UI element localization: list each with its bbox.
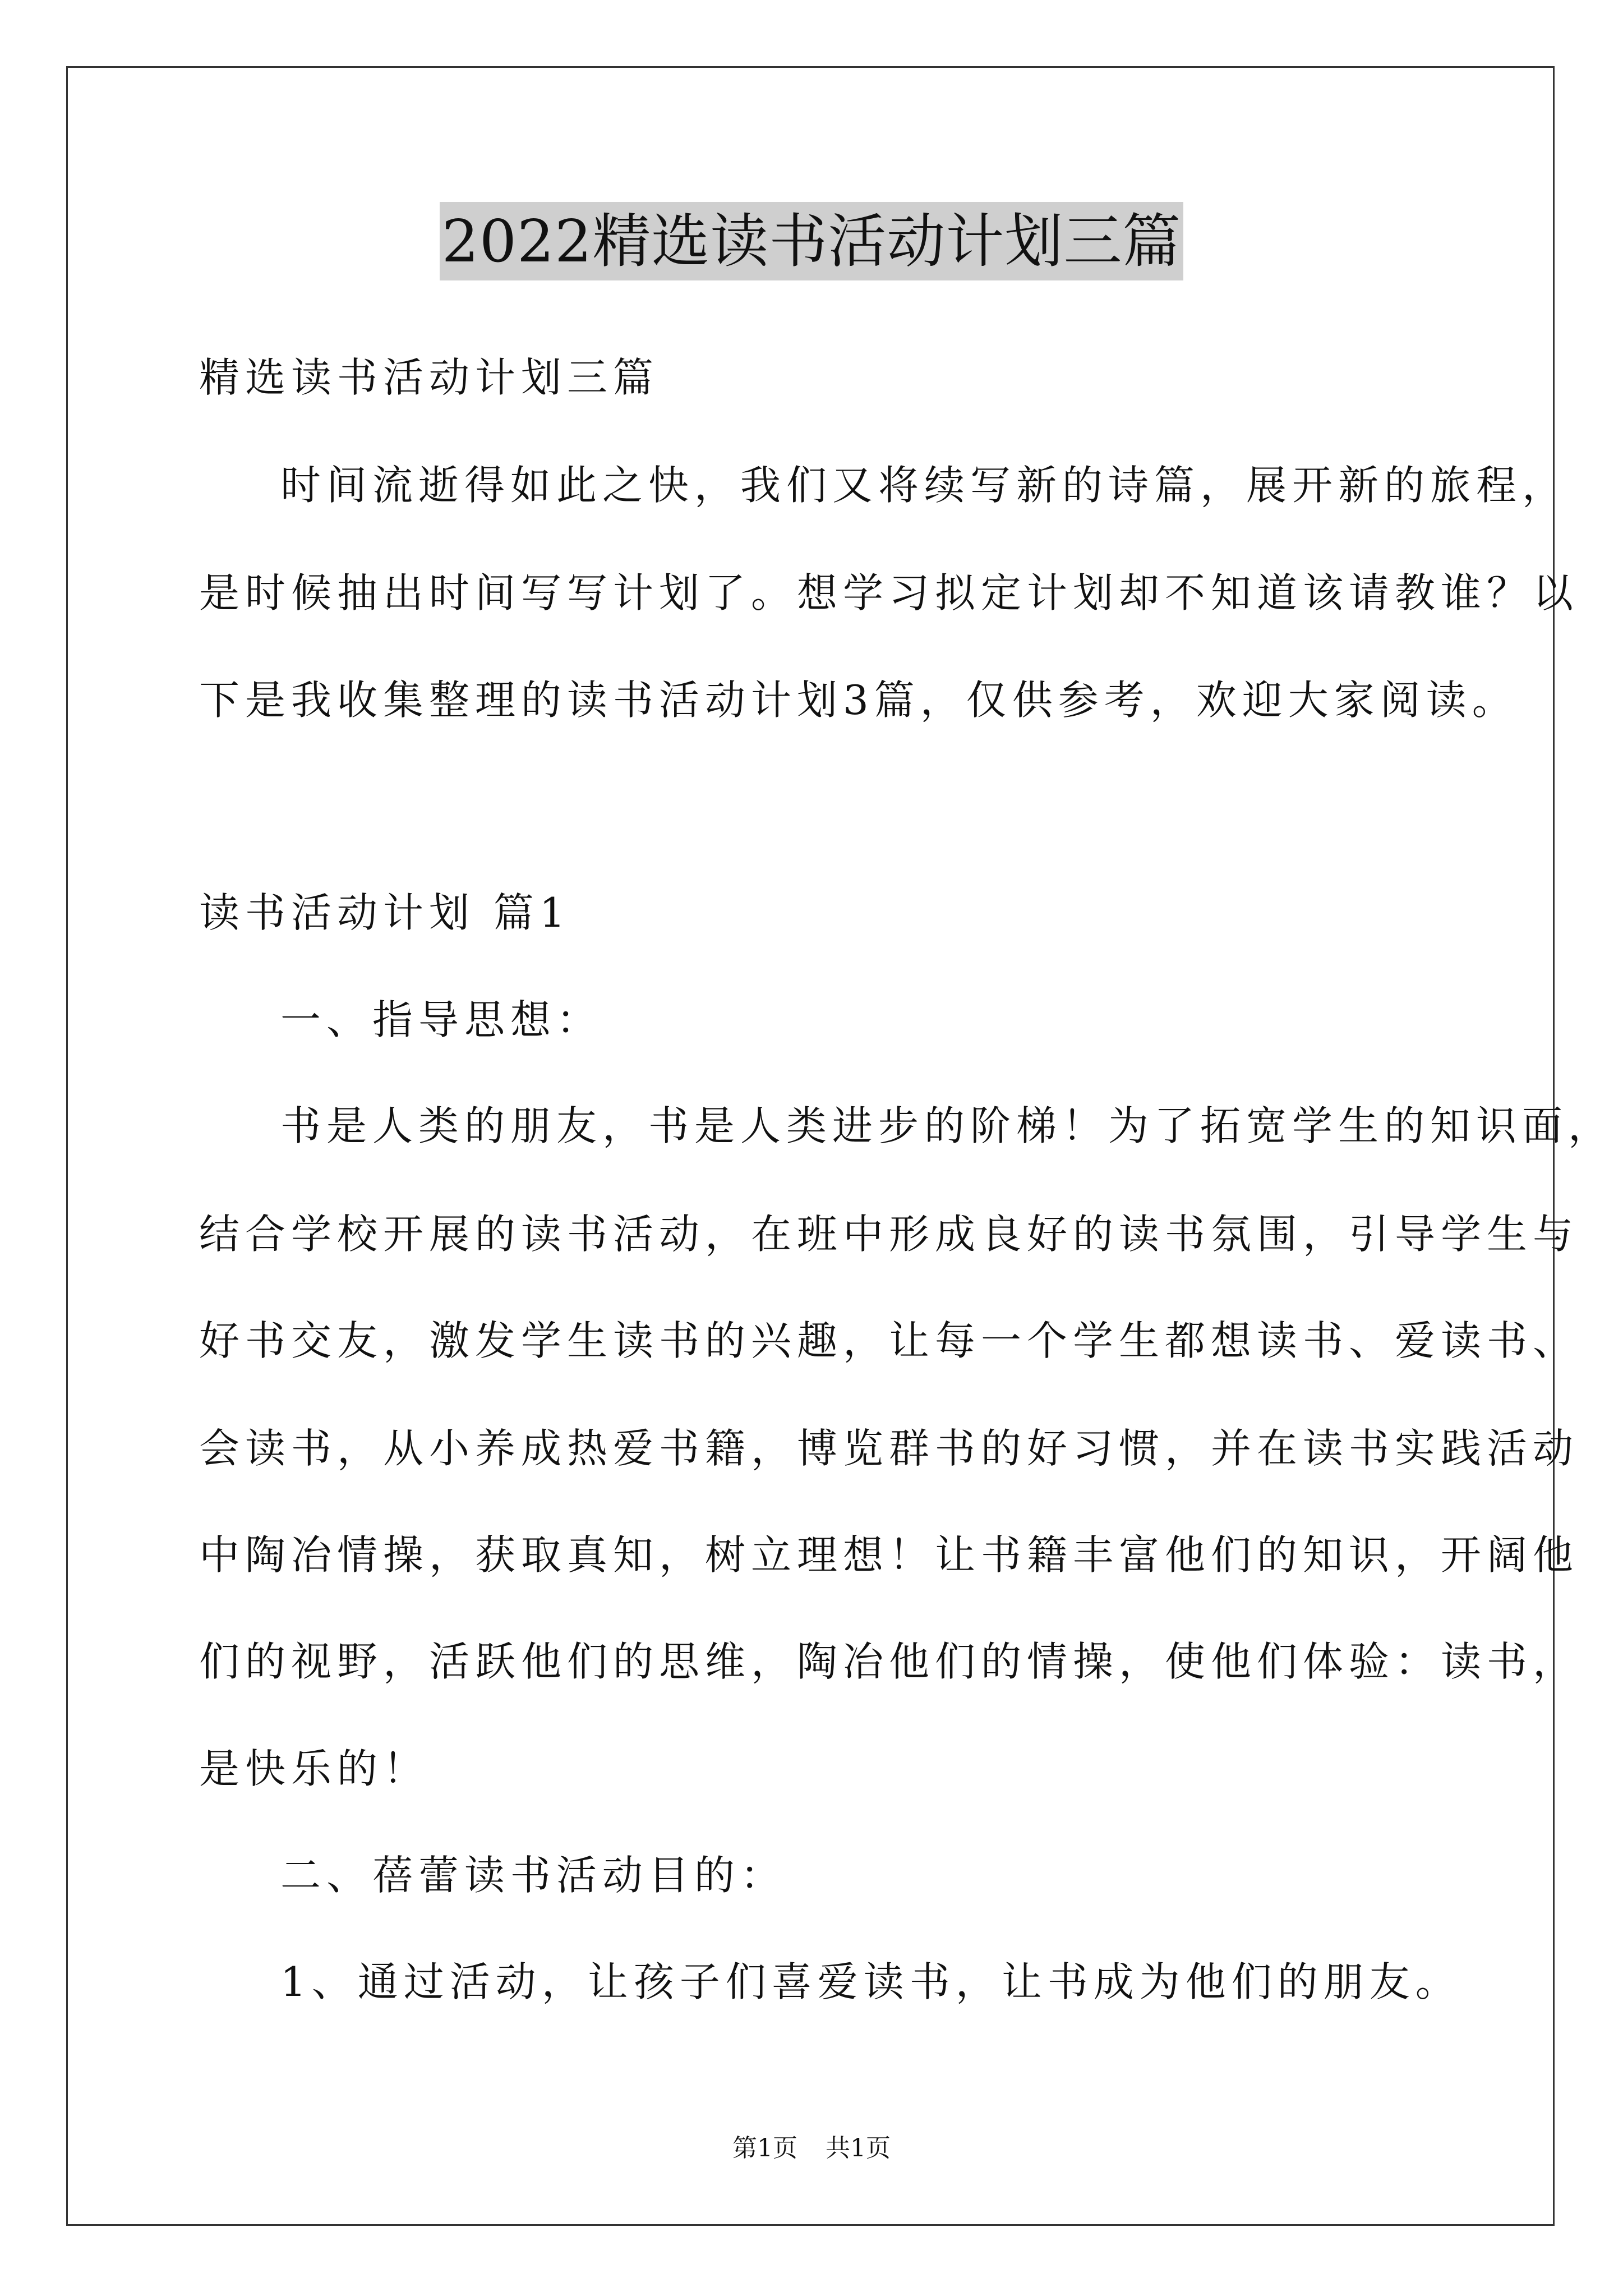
page-total: 共1页	[826, 2134, 891, 2162]
paragraph-line: 会读书，从小养成热爱书籍，博览群书的好习惯，并在读书实践活动	[199, 1425, 1579, 1472]
intro-line-2: 是时候抽出时间写写计划了。想学习拟定计划却不知道该请教谁？以	[199, 569, 1579, 616]
intro-line-1: 时间流逝得如此之快，我们又将续写新的诗篇，展开新的旅程，	[280, 462, 1569, 509]
document-title: 2022精选读书活动计划三篇	[440, 202, 1184, 280]
title-container	[0, 202, 1623, 280]
part2-heading: 二、蓓蕾读书活动目的：	[280, 1852, 787, 1899]
paragraph-line: 们的视野，活跃他们的思维，陶冶他们的情操，使他们体验：读书，	[199, 1638, 1579, 1685]
section-heading: 读书活动计划 篇1	[199, 889, 571, 936]
paragraph-line: 是快乐的！	[199, 1745, 430, 1792]
intro-line-3: 下是我收集整理的读书活动计划3篇，仅供参考，欢迎大家阅读。	[199, 677, 1518, 724]
paragraph-line: 好书交友，激发学生读书的兴趣，让每一个学生都想读书、爱读书、	[199, 1317, 1579, 1364]
page-number: 第1页	[732, 2134, 797, 2162]
paragraph-line: 书是人类的朋友，书是人类进步的阶梯！为了拓宽学生的知识面，	[280, 1102, 1615, 1149]
paragraph-line: 中陶冶情操，获取真知，树立理想！让书籍丰富他们的知识，开阔他	[199, 1531, 1579, 1579]
paragraph-line: 结合学校开展的读书活动，在班中形成良好的读书氛围，引导学生与	[199, 1211, 1579, 1258]
page-footer	[0, 2132, 1623, 2165]
part2-item-1: 1、通过活动，让孩子们喜爱读书，让书成为他们的朋友。	[280, 1958, 1461, 2005]
part1-heading: 一、指导思想：	[280, 996, 603, 1043]
document-subtitle: 精选读书活动计划三篇	[199, 354, 660, 401]
